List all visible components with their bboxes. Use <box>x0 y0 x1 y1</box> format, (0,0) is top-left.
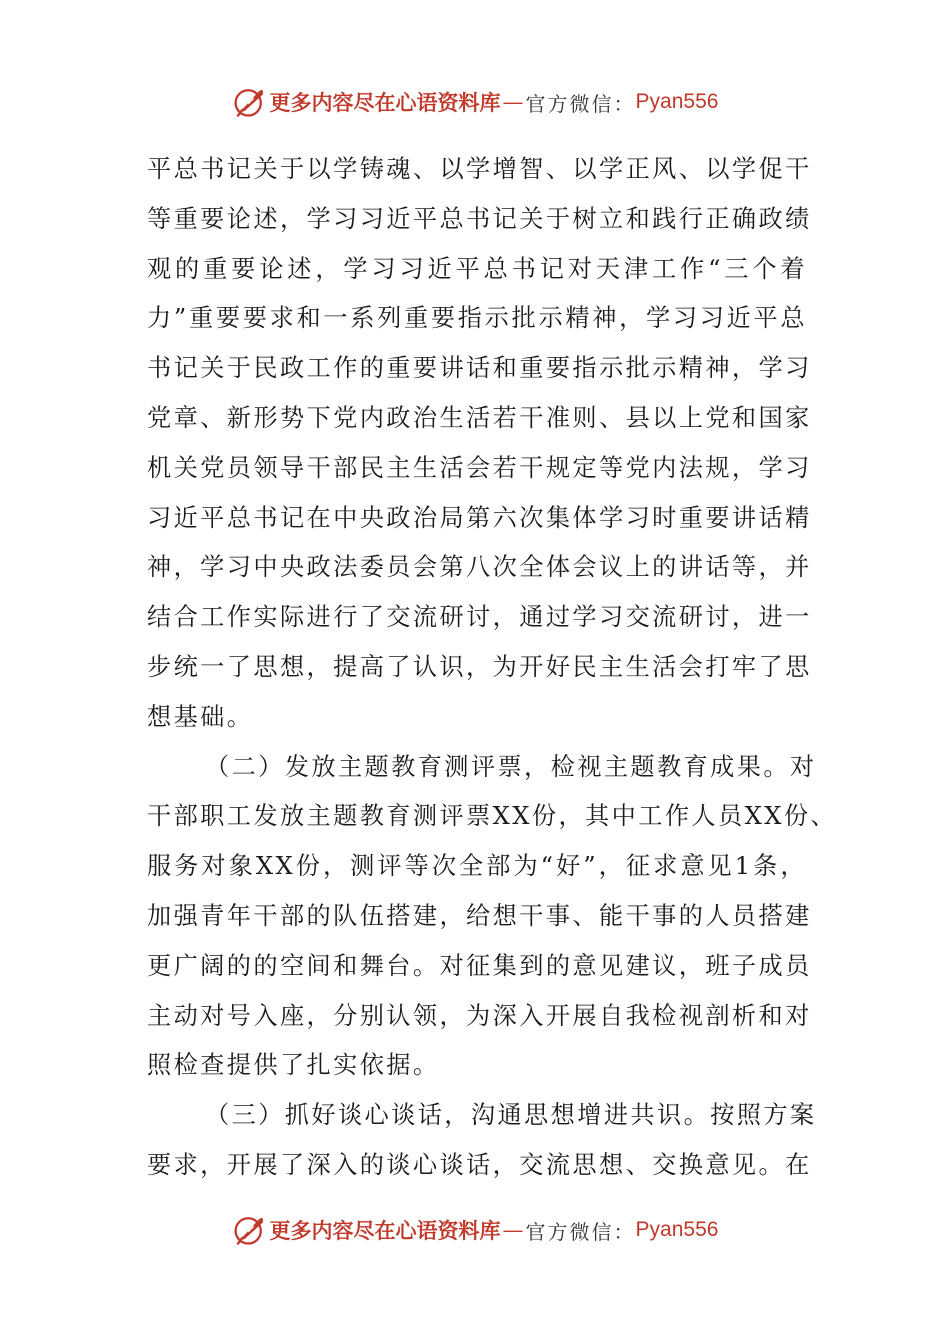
brand-text: 更多内容尽在心语资料库 <box>269 90 501 115</box>
wechat-label: 官方微信： <box>525 1219 636 1244</box>
quill-pen-logo-icon <box>232 1212 268 1248</box>
wechat-id: Pyan556 <box>635 1218 719 1241</box>
wechat-id: Pyan556 <box>635 90 719 113</box>
text-line: 书记关于民政工作的重要讲话和重要指示批示精神，学习 <box>147 354 812 383</box>
header-banner <box>0 80 950 124</box>
text-line: 干部职工发放主题教育测评票XX份，其中工作人员XX份、 <box>147 802 837 831</box>
text-line: 观的重要论述，学习习近平总书记对天津工作“三个着 <box>147 254 807 283</box>
document-body <box>147 145 837 1191</box>
text-line: 服务对象XX份，测评等次全部为“好”，征求意见1条， <box>147 852 807 881</box>
text-line: 更广阔的的空间和舞台。对征集到的意见建议，班子成员 <box>147 951 812 980</box>
text-line: 照检查提供了扎实依据。 <box>147 1051 440 1080</box>
text-line: 步统一了思想，提高了认识，为开好民主生活会打牢了思 <box>147 652 812 681</box>
footer-banner <box>0 1208 950 1252</box>
text-line: 机关党员领导干部民主生活会若干规定等党内法规，学习 <box>147 453 812 482</box>
text-line: 主动对号入座，分别认领，为深入开展自我检视剖析和对 <box>147 1001 812 1030</box>
text-line: 想基础。 <box>147 702 254 731</box>
text-line: 等重要论述，学习习近平总书记关于树立和践行正确政绩 <box>147 204 812 233</box>
text-line: 平总书记关于以学铸魂、以学增智、以学正风、以学促干 <box>147 155 812 183</box>
text-line: 习近平总书记在中央政治局第六次集体学习时重要讲话精 <box>147 503 812 532</box>
text-line: 党章、新形势下党内政治生活若干准则、县以上党和国家 <box>147 403 812 432</box>
separator: — <box>502 90 524 114</box>
text-line: 力”重要要求和一系列重要指示批示精神，学习习近平总 <box>147 304 807 333</box>
text-line: 结合工作实际进行了交流研讨，通过学习交流研讨，进一 <box>147 603 812 632</box>
quill-pen-logo-icon <box>232 84 268 120</box>
text-line: 要求，开展了深入的谈心谈话，交流思想、交换意见。在 <box>147 1150 812 1179</box>
paragraph-heading-line: （二）发放主题教育测评票，检视主题教育成果。对 <box>205 752 817 781</box>
paragraph-heading-line: （三）抓好谈心谈话，沟通思想增进共识。按照方案 <box>205 1101 817 1130</box>
text-line: 加强青年干部的队伍搭建，给想干事、能干事的人员搭建 <box>147 901 812 930</box>
wechat-label: 官方微信： <box>525 91 636 116</box>
brand-text: 更多内容尽在心语资料库 <box>269 1218 501 1243</box>
separator: — <box>502 1218 524 1242</box>
text-line: 神，学习中央政法委员会第八次全体会议上的讲话等，并 <box>147 553 812 582</box>
